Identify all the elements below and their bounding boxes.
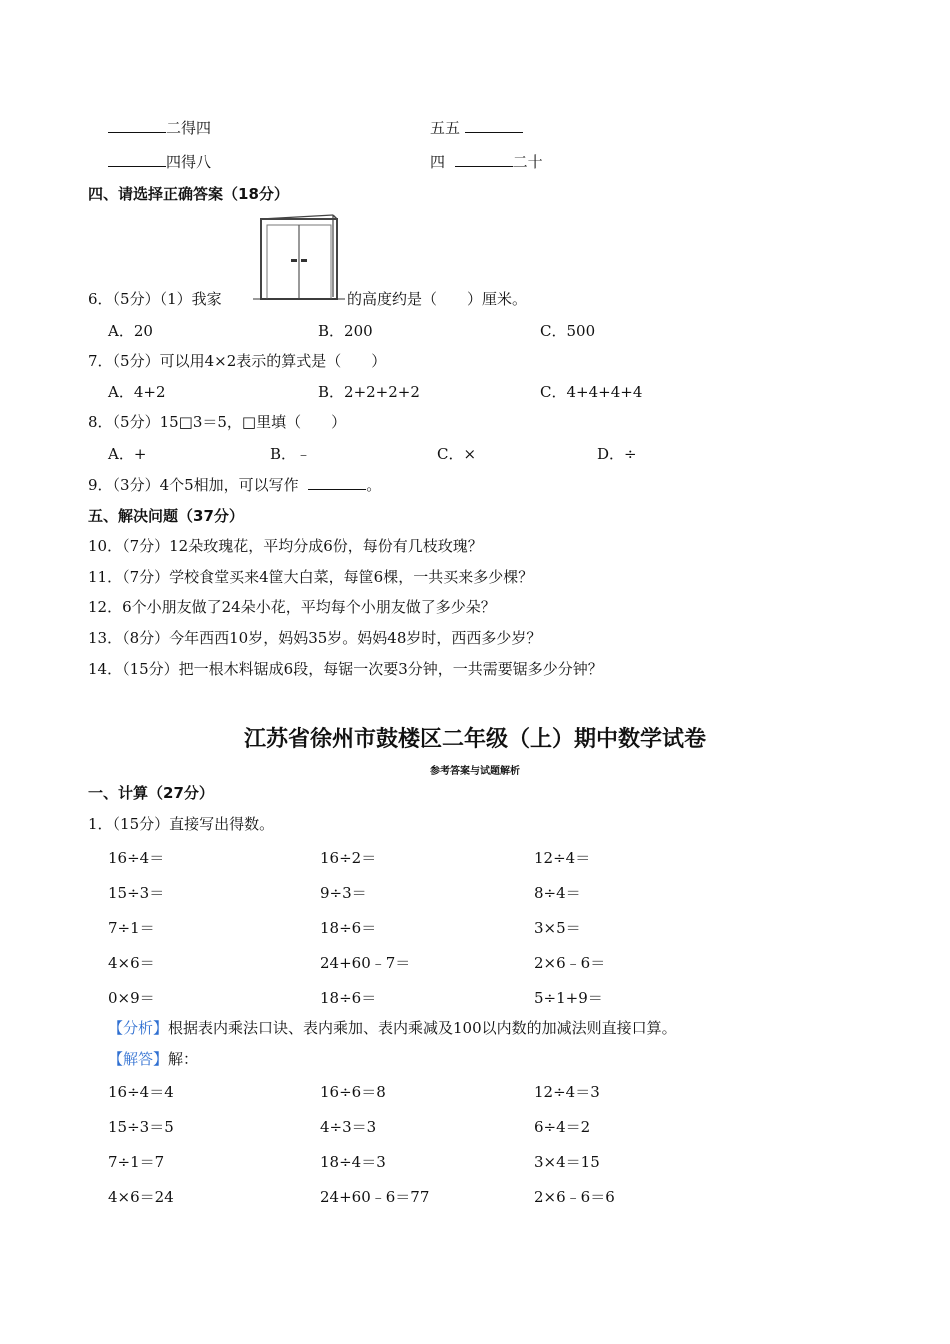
blank-row-2-left: 四得八	[108, 152, 211, 172]
q7-option-a[interactable]: A．4+2	[108, 383, 166, 401]
q7-text: 7．（5分）可以用4×2表示的算式是（ ）	[88, 352, 387, 370]
q8-option-d[interactable]: D．÷	[597, 445, 637, 463]
q6-option-b[interactable]: B．200	[318, 322, 373, 340]
q6-option-c[interactable]: C．500	[540, 322, 596, 340]
problem: 16÷2＝	[320, 849, 377, 867]
answer: 18÷4＝3	[320, 1153, 386, 1171]
answer: 16÷6＝8	[320, 1083, 386, 1101]
problem-row	[108, 987, 848, 1022]
answer-blank[interactable]	[308, 475, 366, 490]
answer-row	[108, 1151, 848, 1186]
section4-heading: 四、请选择正确答案（18分）	[88, 185, 289, 203]
q6-suffix: 的高度约是（ ）厘米。	[347, 290, 528, 308]
problem: 12÷4＝	[534, 849, 591, 867]
answer-grid	[108, 1081, 848, 1221]
section5-heading: 五、解决问题（37分）	[88, 507, 244, 525]
problem: 8÷4＝	[534, 884, 581, 902]
problem: 18÷6＝	[320, 919, 377, 937]
answer-row	[108, 1186, 848, 1221]
q8-option-a[interactable]: A．+	[108, 445, 147, 463]
problem: 24+60﹣7＝	[320, 954, 411, 972]
q10-text: 10．（7分）12朵玫瑰花，平均分成6份，每份有几枝玫瑰？	[88, 537, 483, 555]
q8-option-b[interactable]: B．﹣	[270, 445, 312, 463]
answer: 24+60﹣6＝77	[320, 1188, 430, 1206]
q12-text: 12．6个小朋友做了24朵小花，平均每个小朋友做了多少朵？	[88, 598, 496, 616]
answer-blank[interactable]	[108, 118, 166, 133]
problem: 16÷4＝	[108, 849, 165, 867]
problem: 7÷1＝	[108, 919, 155, 937]
analysis-line	[108, 1018, 677, 1038]
q6-option-a[interactable]: A．20	[108, 322, 153, 340]
problem: 9÷3＝	[320, 884, 367, 902]
answer-line: 【解答】解：	[108, 1050, 199, 1068]
answer-row	[108, 1116, 848, 1151]
q6-prefix: 6．（5分）（1）我家	[88, 290, 222, 308]
q14-text: 14．（15分）把一根木料锯成6段，每锯一次要3分钟，一共需要锯多少分钟？	[88, 660, 603, 678]
answer: 15÷3＝5	[108, 1118, 174, 1136]
blank-row-1-left: 二得四	[108, 118, 211, 138]
answer: 12÷4＝3	[534, 1083, 600, 1101]
q7-option-c[interactable]: C．4+4+4+4	[540, 383, 643, 401]
answer: 6÷4＝2	[534, 1118, 591, 1136]
answer: 16÷4＝4	[108, 1083, 174, 1101]
answer-blank[interactable]	[465, 118, 523, 133]
answer-key-subtitle: 参考答案与试题解析	[430, 766, 520, 777]
problem: 5÷1+9＝	[534, 989, 603, 1007]
answer-blank[interactable]	[108, 152, 166, 167]
problem-row	[108, 847, 848, 882]
answer-key-title: 江苏省徐州市鼓楼区二年级（上）期中数学试卷	[243, 727, 706, 752]
answer: 3×4＝15	[534, 1153, 600, 1171]
blank-row-1-right: 五五	[430, 118, 523, 138]
answer-blank[interactable]	[455, 152, 513, 167]
problem-row	[108, 882, 848, 917]
q11-text: 11．（7分）学校食堂买来4筐大白菜，每筐6棵，一共买来多少棵？	[88, 568, 534, 586]
answer: 7÷1＝7	[108, 1153, 165, 1171]
problem: 3×5＝	[534, 919, 581, 937]
answer-row	[108, 1081, 848, 1116]
analysis-text: 根据表内乘法口诀、表内乘加、表内乘减及100以内数的加减法则直接口算。	[168, 1019, 677, 1037]
problem-row	[108, 952, 848, 987]
q8-option-c[interactable]: C．×	[437, 445, 477, 463]
problem: 0×9＝	[108, 989, 155, 1007]
q13-text: 13．（8分）今年西西10岁，妈妈35岁。妈妈48岁时，西西多少岁？	[88, 629, 542, 647]
blank-row-2-right: 四 二十	[430, 153, 543, 171]
answer: 4×6＝24	[108, 1188, 174, 1206]
problem-grid	[108, 847, 848, 1022]
q8-text: 8．（5分）15□3＝5，□里填（ ）	[88, 413, 347, 431]
answer: 2×6﹣6＝6	[534, 1188, 615, 1206]
q7-option-b[interactable]: B．2+2+2+2	[318, 383, 420, 401]
problem: 15÷3＝	[108, 884, 165, 902]
answer-tag: 【解答】	[108, 1050, 169, 1068]
answer: 4÷3＝3	[320, 1118, 377, 1136]
q1-text: 1．（15分）直接写出得数。	[88, 815, 275, 833]
q9-text: 9．（3分）4个5相加，可以写作 。	[88, 476, 382, 494]
analysis-tag: 【分析】	[108, 1019, 169, 1037]
section1-heading: 一、计算（27分）	[88, 784, 214, 802]
problem: 4×6＝	[108, 954, 155, 972]
door-icon	[253, 213, 345, 301]
problem: 2×6﹣6＝	[534, 954, 606, 972]
problem: 18÷6＝	[320, 989, 377, 1007]
problem-row	[108, 917, 848, 952]
